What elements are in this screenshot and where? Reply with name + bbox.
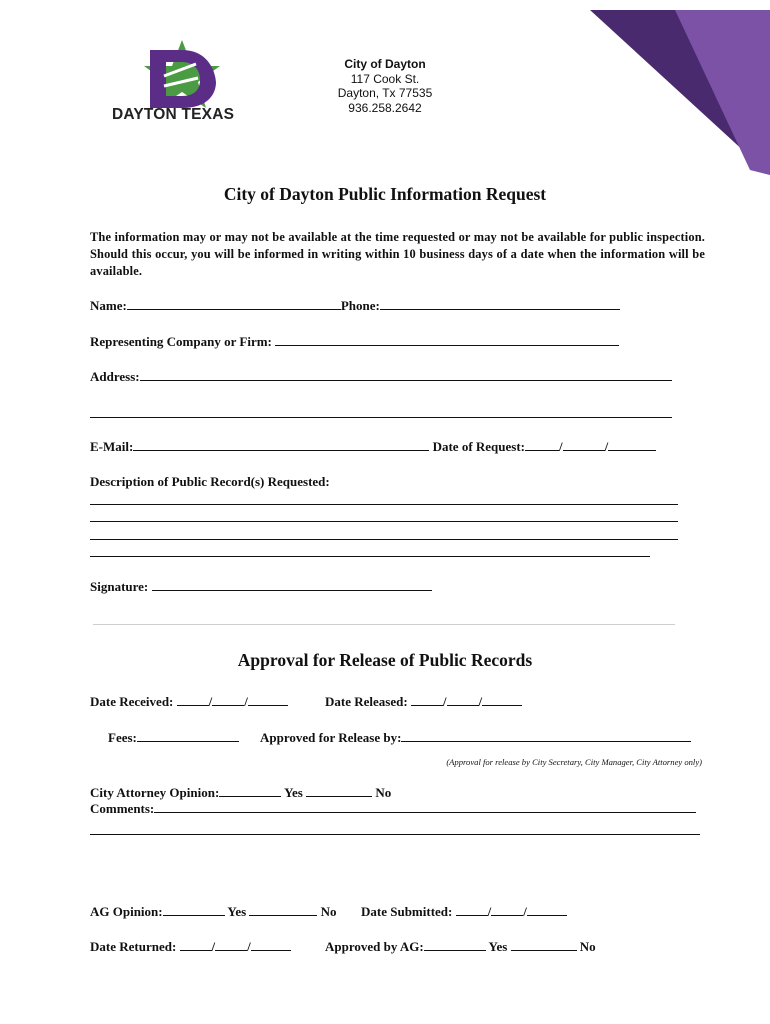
no-label: No xyxy=(579,939,596,954)
section-divider xyxy=(93,624,675,625)
address-line-2[interactable] xyxy=(90,417,672,418)
date-separator: / xyxy=(244,694,248,709)
description-line-3[interactable] xyxy=(90,539,678,540)
date-separator: / xyxy=(487,904,492,919)
date-released-label: Date Released: xyxy=(325,694,408,709)
date-request-label: Date of Request: xyxy=(432,439,525,454)
date-separator: / xyxy=(523,904,527,919)
phone-number: 936.258.2642 xyxy=(348,100,422,115)
logo-text: DAYTON TEXAS xyxy=(112,106,235,123)
date-received-month[interactable] xyxy=(177,694,209,706)
date-released-day[interactable] xyxy=(447,694,479,706)
comments-row xyxy=(90,801,696,817)
signature-label: Signature: xyxy=(90,579,149,594)
name-phone-row xyxy=(90,298,620,314)
approved-by-label: Approved for Release by: xyxy=(260,730,402,745)
date-released-row xyxy=(325,694,522,710)
fees-label: Fees: xyxy=(108,730,137,745)
phone-label: Phone: xyxy=(340,298,380,313)
date-returned-month[interactable] xyxy=(180,939,212,951)
date-request-year[interactable] xyxy=(608,439,656,451)
date-separator: / xyxy=(442,694,447,709)
date-request-month[interactable] xyxy=(525,439,559,451)
approval-title: Approval for Release of Public Records xyxy=(237,650,533,670)
address-label: Address: xyxy=(90,369,140,384)
approved-by-row xyxy=(260,730,691,746)
ag-opinion-label: AG Opinion: xyxy=(90,904,163,919)
signature-field[interactable] xyxy=(152,579,432,591)
date-received-label: Date Received: xyxy=(90,694,174,709)
city-attorney-yes-field[interactable] xyxy=(219,785,281,797)
date-separator: / xyxy=(208,694,213,709)
email-label: E-Mail: xyxy=(90,439,134,454)
intro-text: The information may or may not be available at the time requested or may not be available for public inspection. Should this occur, you will be informed in writing within 10 business days of a date when the information will be available. xyxy=(90,230,705,278)
corner-decoration xyxy=(570,0,770,180)
signature-row xyxy=(90,579,432,595)
yes-label: Yes xyxy=(227,904,247,919)
address-row xyxy=(90,369,672,385)
name-label: Name: xyxy=(90,298,127,313)
date-received-day[interactable] xyxy=(212,694,244,706)
approval-note: (Approval for release by City Secretary, City Manager, City Attorney only) xyxy=(446,757,702,767)
city-attorney-label: City Attorney Opinion: xyxy=(90,785,220,800)
date-request-day[interactable] xyxy=(563,439,605,451)
date-received-year[interactable] xyxy=(248,694,288,706)
form-title: City of Dayton Public Information Request xyxy=(223,184,547,204)
date-separator: / xyxy=(211,939,216,954)
city-attorney-no-field[interactable] xyxy=(306,785,372,797)
date-submitted-label: Date Submitted: xyxy=(361,904,453,919)
comments-line-2[interactable] xyxy=(90,834,700,835)
approved-by-ag-label: Approved by AG: xyxy=(325,939,424,954)
date-received-row xyxy=(90,694,288,710)
date-separator: / xyxy=(604,439,609,454)
date-separator: / xyxy=(478,694,483,709)
date-returned-day[interactable] xyxy=(215,939,247,951)
company-label: Representing Company or Firm: xyxy=(90,334,272,349)
date-submitted-year[interactable] xyxy=(527,904,567,916)
ag-opinion-yes-field[interactable] xyxy=(163,904,225,916)
date-released-month[interactable] xyxy=(411,694,443,706)
date-separator: / xyxy=(559,439,563,454)
date-returned-year[interactable] xyxy=(251,939,291,951)
description-label: Description of Public Record(s) Requested: xyxy=(90,474,330,489)
date-submitted-day[interactable] xyxy=(491,904,523,916)
comments-label: Comments: xyxy=(90,801,155,816)
fees-row xyxy=(108,730,239,746)
email-field[interactable] xyxy=(133,439,429,451)
date-returned-label: Date Returned: xyxy=(90,939,177,954)
yes-label: Yes xyxy=(284,785,303,800)
date-submitted-row xyxy=(361,904,567,920)
date-released-year[interactable] xyxy=(482,694,522,706)
city-state-zip: Dayton, Tx 77535 xyxy=(337,86,433,100)
street-address: 117 Cook St. xyxy=(350,71,420,86)
description-line-4[interactable] xyxy=(90,556,650,557)
email-date-row xyxy=(90,439,656,455)
city-attorney-row xyxy=(90,785,391,801)
ag-opinion-no-field[interactable] xyxy=(249,904,317,916)
description-line-1[interactable] xyxy=(90,504,678,505)
comments-field[interactable] xyxy=(154,801,696,813)
org-name: City of Dayton xyxy=(344,57,426,71)
yes-label: Yes xyxy=(488,939,508,954)
no-label: No xyxy=(375,785,392,800)
date-submitted-month[interactable] xyxy=(456,904,488,916)
approved-by-ag-no-field[interactable] xyxy=(511,939,577,951)
fees-field[interactable] xyxy=(137,730,239,742)
approved-by-field[interactable] xyxy=(401,730,691,742)
ag-opinion-row xyxy=(90,904,337,920)
name-field[interactable] xyxy=(127,298,341,310)
phone-field[interactable] xyxy=(380,298,620,310)
description-line-2[interactable] xyxy=(90,521,678,522)
approved-by-ag-yes-field[interactable] xyxy=(424,939,486,951)
date-separator: / xyxy=(247,939,251,954)
address-block xyxy=(300,57,470,115)
company-row xyxy=(90,334,619,350)
company-field[interactable] xyxy=(275,334,619,346)
address-field[interactable] xyxy=(140,369,672,381)
approved-by-ag-row xyxy=(325,939,596,955)
no-label: No xyxy=(320,904,337,919)
date-returned-row xyxy=(90,939,291,955)
